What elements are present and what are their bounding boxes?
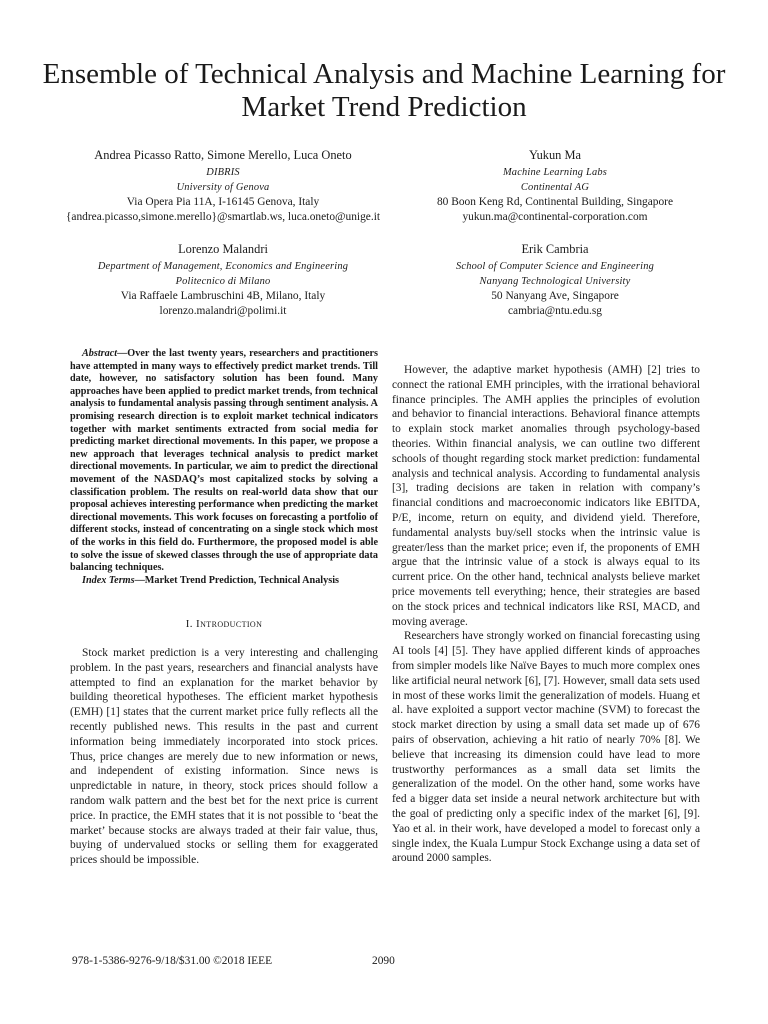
author-names: Erik Cambria [521, 242, 589, 256]
abstract-text: —Over the last twenty years, researchers and practitioners have attempted in many ways to effectively predict market trends. Till date, however, no satisfactory solution has been found. Many approaches have been applied to predict market trends, from technical analysis to fundamental analysis passing through sentiment analysis. A promising research direction is to exploit market technical indicators together with market sentiments extracted from social media for predicting market directional movements. In this paper, we propose a new approach that leverages technical analysis to predict market directional movements. In particular, we aim to predict the directional movement of the NASDAQ’s most capitalized stocks by solving a classification problem. The results on real-world data show that our proposal achieves interesting performance when predicting the market directional movements. This work focuses on forecasting a portfolio of different stocks, instead of concentrating on a single stock which most of the works in this field do. Furthermore, the proposed model is able to solve the issue of skewed classes through the use of appropriate data balancing techniques. [70, 348, 378, 574]
intro-paragraph-3: Researchers have strongly worked on financial forecasting using AI tools [4] [5]. They have applied different kinds of approaches from simpler models like Naïve Bayes to much more complex ones like artificial neural network [6], [7]. However, small data sets used in most of these works limit the generalization of models. Huang et al. have exploited a support vector machine (SVM) to forecast the stock market direction by using a small data set made up of 676 pairs of observation, achieving a hit ratio of nearly 70% [8]. We believe that increasing its dimension could have lead to more trustworthy performances as a small data set limits the generalization of the model. On the other hand, some works have fed a bigger data set inside a neural network architecture but with the goal of predicting only a specific index of the market [6], [9]. Yao et al. in their work, have developed a model to forecast only a single index, the Kuala Lumpur Stock Exchange using a data set of around 2000 samples. [392, 630, 700, 865]
author-organization: University of Genova [176, 182, 270, 193]
author-names: Lorenzo Malandri [178, 242, 268, 256]
section-heading-introduction: I. Introduction [185, 618, 263, 631]
left-column [70, 348, 378, 868]
author-department: Machine Learning Labs [502, 167, 608, 178]
author-address: Via Opera Pia 11A, I-16145 Genova, Italy [126, 196, 320, 208]
copyright-notice: 978-1-5386-9276-9/18/$31.00 ©2018 IEEE [72, 955, 273, 967]
author-address: Via Raffaele Lambruschini 4B, Milano, Italy [120, 290, 326, 302]
author-department: School of Computer Science and Engineering [456, 261, 654, 272]
author-email: cambria@ntu.edu.sg [508, 305, 602, 317]
paper-title: Ensemble of Technical Analysis and Machine Learning for Market Trend Prediction [42, 58, 726, 123]
author-email: {andrea.picasso,simone.merello}@smartlab.ws, luca.oneto@unige.it [65, 211, 381, 223]
author-organization: Politecnico di Milano [175, 276, 271, 287]
author-block-genova [58, 148, 388, 225]
author-address: 80 Boon Keng Rd, Continental Building, Singapore [436, 196, 674, 208]
intro-paragraph-1: Stock market prediction is a very interesting and challenging problem. In the past years, researchers and financial analysts have attempted to find an explanation for the market behavior by building theoretical hypotheses. The efficient market hypothesis (EMH) [1] states that the current market price fully reflects all the recently published news. This results in the past and current information being immediately incorporated into stock prices. Thus, price changes are merely due to new information or news, and independent of existing information. Since news is unpredictable in nature, in theory, stock prices should follow a random walk pattern and the best bet for the next price is current price. In practice, the EMH states that it is not possible to ‘beat the market’ because stocks are always traded at their fair value, thus, buying of undervalued stocks or selling them for exaggerated prices should be impossible. [70, 647, 378, 867]
author-organization: Continental AG [520, 182, 590, 193]
author-names: Yukun Ma [529, 148, 581, 162]
author-email: lorenzo.malandri@polimi.it [159, 305, 287, 317]
page-number: 2090 [372, 955, 395, 967]
author-block-ntu [390, 242, 720, 319]
abstract [70, 348, 378, 575]
author-address: 50 Nanyang Ave, Singapore [491, 290, 619, 302]
author-department: Department of Management, Economics and Engineering [97, 261, 349, 272]
index-terms [70, 575, 378, 588]
index-terms-text: —Market Trend Prediction, Technical Analysis [134, 574, 339, 586]
author-block-polimi [58, 242, 388, 319]
author-organization: Nanyang Technological University [479, 276, 631, 287]
right-column [392, 363, 700, 866]
author-email: yukun.ma@continental-corporation.com [462, 211, 648, 223]
author-block-continental [390, 148, 720, 225]
index-terms-label: Index Terms [82, 574, 135, 586]
abstract-label: Abstract [82, 348, 118, 359]
author-department: DIBRIS [206, 167, 240, 178]
author-names: Andrea Picasso Ratto, Simone Merello, Luca Oneto [94, 148, 352, 162]
intro-paragraph-2: However, the adaptive market hypothesis (AMH) [2] tries to connect the rational EMH principles, with the irrational behavioral finance principles. The AMH applies the principles of evolution and behavior to financial interactions. Behavioral finance attempts to explain stock market anomalies through psychology-based theories. Within financial analysis, we can outline two different schools of thought regarding stock market prediction: fundamental analysis and technical analysis. According to fundamental analysis [3], trading decisions are taken in relation with company’s financial conditions and macroeconomic indicators like EBITDA, P/E, income, return on equity, and dividend yield. Therefore, fundamental analysts buy/sell stocks when the intrinsic value is greater/less than the market price; even if, the proponents of EMH argue that the intrinsic value of a stock is always equal to its current price. On the other hand, technical analysts believe market price movements tell everything; hence, their strategies are based on the stock prices and technical indicators like RSI, MACD, and moving average. [392, 364, 700, 628]
